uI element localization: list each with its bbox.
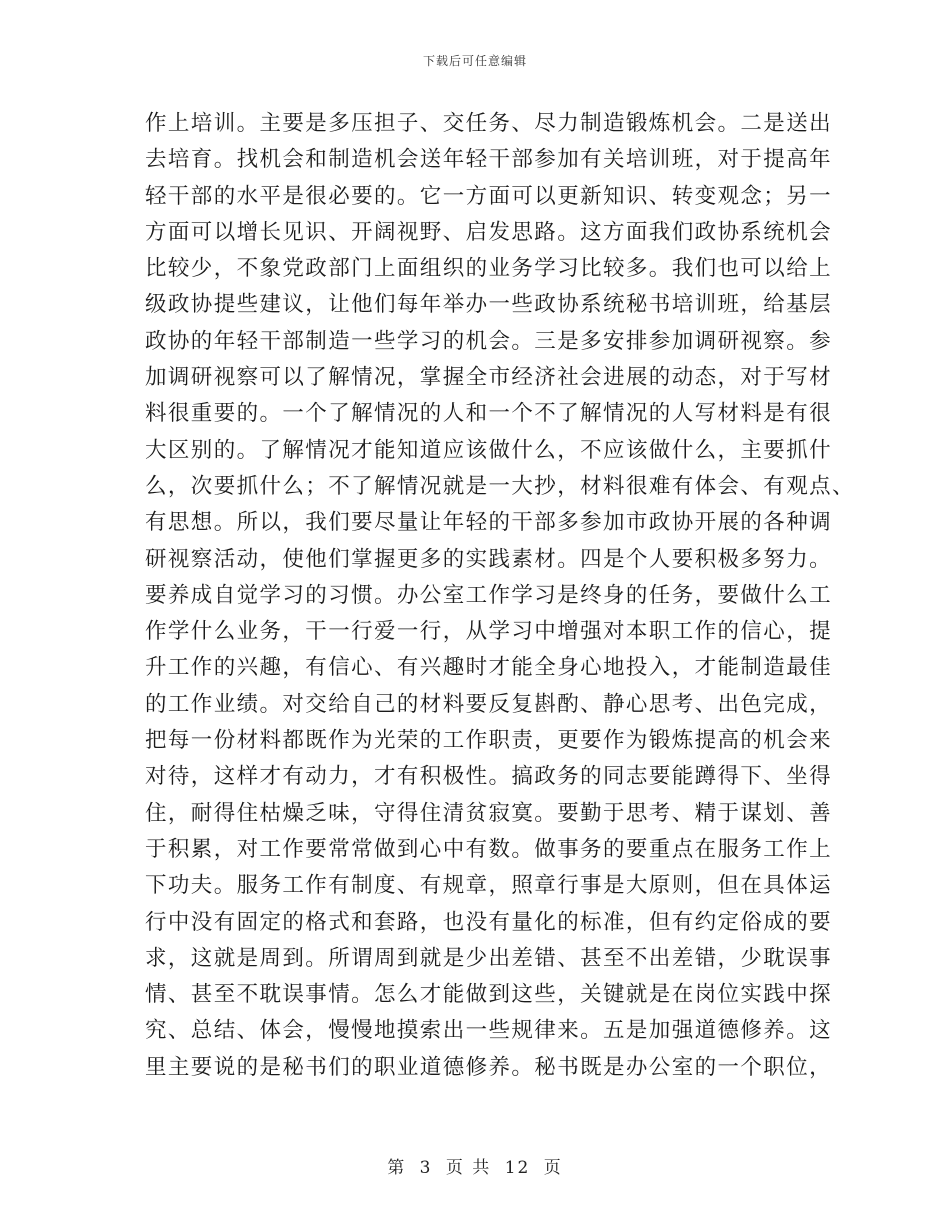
text-line: 研视察活动，使他们掌握更多的实践素材。四是个人要积极多努力。 <box>145 546 833 572</box>
text-line: 政协的年轻干部制造一些学习的机会。三是多安排参加调研视察。参 <box>145 328 833 354</box>
text-line: 大区别的。了解情况才能知道应该做什么，不应该做什么，主要抓什 <box>145 437 833 463</box>
total-page-count: 12 <box>504 1158 531 1178</box>
text-line: 要养成自觉学习的习惯。办公室工作学习是终身的任务，要做什么工 <box>145 582 833 608</box>
text-line: 作学什么业务，干一行爱一行，从学习中增强对本职工作的信心，提 <box>145 619 833 645</box>
text-line: 把每一份材料都既作为光荣的工作职责，更要作为锻炼提高的机会来 <box>145 728 833 754</box>
footer-suffix: 页 <box>543 1158 563 1178</box>
text-line: 究、总结、体会，慢慢地摸索出一些规律来。五是加强道德修养。这 <box>145 1018 833 1044</box>
text-line: 方面可以增长见识、开阔视野、启发思路。这方面我们政协系统机会 <box>145 219 833 245</box>
text-line: 里主要说的是秘书们的职业道德修养。秘书既是办公室的一个职位， <box>145 1054 833 1080</box>
current-page-number: 3 <box>419 1158 433 1178</box>
text-line: 情、甚至不耽误事情。怎么才能做到这些，关键就是在岗位实践中探 <box>145 982 833 1008</box>
text-line: 级政协提些建议，让他们每年举办一些政协系统秘书培训班，给基层 <box>145 292 833 318</box>
text-line: 升工作的兴趣，有信心、有兴趣时才能全身心地投入，才能制造最佳 <box>145 655 833 681</box>
text-line: 轻干部的水平是很必要的。它一方面可以更新知识、转变观念；另一 <box>145 183 833 209</box>
text-line: 下功夫。服务工作有制度、有规章，照章行事是大原则，但在具体运 <box>145 873 833 899</box>
text-line: 加调研视察可以了解情况，掌握全市经济社会进展的动态，对于写材 <box>145 365 833 391</box>
text-line: 住，耐得住枯燥乏味，守得住清贫寂寞。要勤于思考、精于谋划、善 <box>145 800 833 826</box>
text-line: 比较少，不象党政部门上面组织的业务学习比较多。我们也可以给上 <box>145 256 833 282</box>
text-line: 行中没有固定的格式和套路，也没有量化的标准，但有约定俗成的要 <box>145 909 833 935</box>
footer-prefix: 第 <box>387 1158 407 1178</box>
text-line: 作上培训。主要是多压担子、交任务、尽力制造锻炼机会。二是送出 <box>145 111 833 136</box>
text-line: 求，这就是周到。所谓周到就是少出差错、甚至不出差错，少耽误事 <box>145 945 833 971</box>
page-header: 下载后可任意编辑 <box>422 54 527 68</box>
text-line: 么，次要抓什么；不了解情况就是一大抄，材料很难有体会、有观点、 <box>145 473 855 499</box>
page-footer <box>0 1153 950 1178</box>
body-text <box>145 106 855 1086</box>
text-line: 去培育。找机会和制造机会送年轻干部参加有关培训班，对于提高年 <box>145 147 833 173</box>
footer-middle: 页 共 <box>445 1158 492 1178</box>
text-line: 有思想。所以，我们要尽量让年轻的干部多参加市政协开展的各种调 <box>145 510 833 536</box>
text-line: 料很重要的。一个了解情况的人和一个不了解情况的人写材料是有很 <box>145 401 833 427</box>
text-line: 于积累，对工作要常常做到心中有数。做事务的要重点在服务工作上 <box>145 836 833 862</box>
text-line: 的工作业绩。对交给自己的材料要反复斟酌、静心思考、出色完成， <box>145 691 833 717</box>
text-line: 对待，这样才有动力，才有积极性。搞政务的同志要能蹲得下、坐得 <box>145 764 833 790</box>
